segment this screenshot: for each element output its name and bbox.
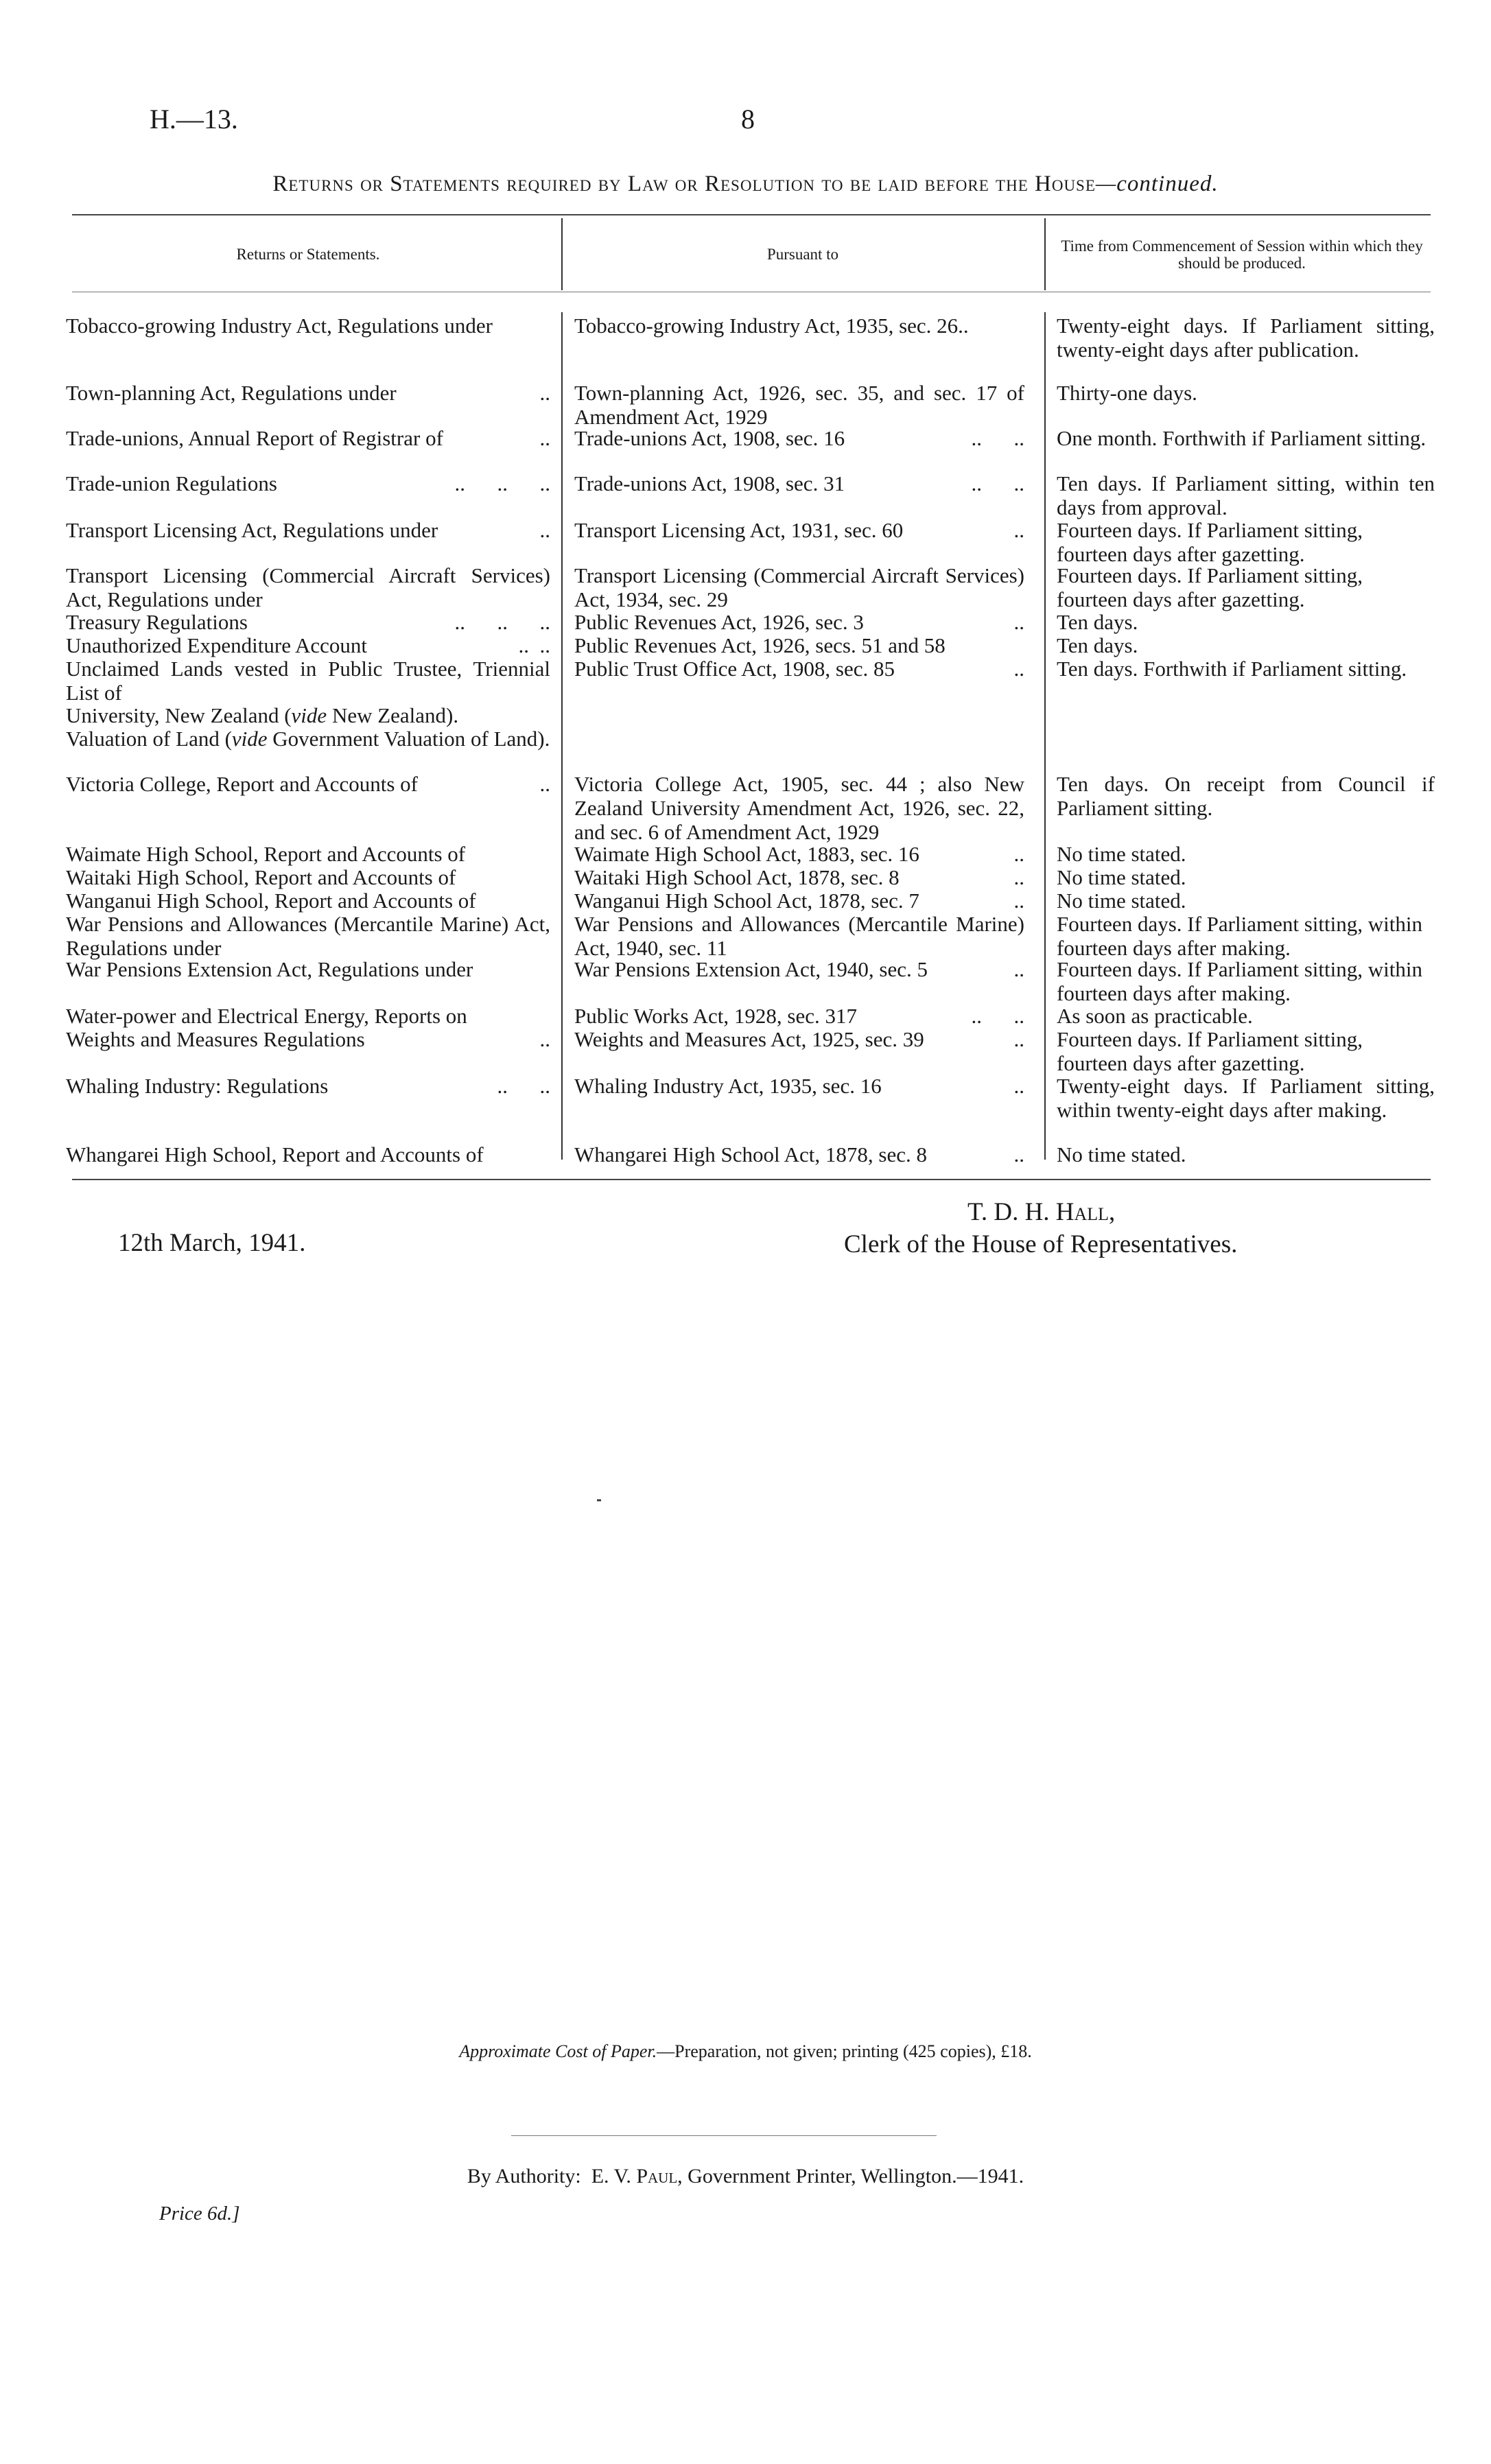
table-row-time: Thirty-one days. <box>1057 381 1197 405</box>
pursuant-text: Trade-unions Act, 1908, sec. 16 <box>574 426 845 450</box>
table-row-time: Fourteen days. If Parliament sitting, fourteen days after gazetting. <box>1057 518 1363 566</box>
table-row-pursuant <box>574 426 1024 450</box>
column-divider <box>561 312 563 1160</box>
signer-title: Clerk of the House of Representatives. <box>844 1230 1238 1258</box>
returns-text: New Zealand). <box>327 703 459 727</box>
table-row-time: Fourteen days. If Parliament sitting, within fourteen days after making. <box>1057 957 1422 1005</box>
stray-mark <box>597 1499 601 1501</box>
table-row-pursuant <box>574 1074 1024 1098</box>
leader-dots: .. <box>1013 610 1024 634</box>
leader-dots: .. .. .. <box>454 610 550 634</box>
table-row-returns <box>66 471 550 495</box>
pursuant-text: Wanganui High School Act, 1878, sec. 7 <box>574 889 919 913</box>
table-row-pursuant <box>574 1027 1024 1051</box>
returns-text: Treasury Regulations <box>66 610 248 634</box>
table-row-returns: War Pensions and Allowances (Mercantile Marine) Act, Regulations under <box>66 912 550 960</box>
leader-dots: .. <box>1013 865 1024 889</box>
table-row-returns: Tobacco-growing Industry Act, Regulations under <box>66 314 493 338</box>
column-header-returns: Returns or Statements. <box>236 246 380 263</box>
table-row-returns: Waitaki High School, Report and Accounts of <box>66 865 456 889</box>
table-row-pursuant <box>574 610 1024 634</box>
returns-text: Government Valuation of Land). <box>267 727 550 751</box>
table-row-returns <box>66 1074 550 1098</box>
table-row-time: No time stated. <box>1057 865 1186 889</box>
returns-text: Valuation of Land ( <box>66 727 232 751</box>
table-row-returns: Waimate High School, Report and Accounts of <box>66 842 466 866</box>
pursuant-text: Weights and Measures Act, 1925, sec. 39 <box>574 1027 924 1051</box>
table-row-time: No time stated. <box>1057 889 1186 913</box>
table-row-time: One month. Forthwith if Parliament sitting. <box>1057 426 1427 450</box>
leader-dots: .. <box>539 518 550 542</box>
pursuant-text: Trade-unions Act, 1908, sec. 31 <box>574 471 845 495</box>
table-row-returns <box>66 381 550 405</box>
table-row-pursuant <box>574 657 1024 681</box>
leader-dots: .. <box>539 426 550 450</box>
leader-dots: .. <box>1013 1142 1024 1166</box>
table-row-returns: Transport Licensing (Commercial Aircraft Services) Act, Regulations under <box>66 563 550 611</box>
table-row-time: Twenty-eight days. If Parliament sitting, within twenty-eight days after making. <box>1057 1074 1435 1122</box>
leader-dots: .. <box>539 381 550 405</box>
leader-dots: .. <box>1013 889 1024 913</box>
cost-note <box>0 2041 1491 2062</box>
footer-rule <box>511 2135 937 2136</box>
returns-text: Town-planning Act, Regulations under <box>66 381 397 405</box>
table-row-pursuant: Transport Licensing (Commercial Aircraft Services) Act, 1934, sec. 29 <box>574 563 1024 611</box>
table-row-time: Ten days. On receipt from Council if Parliament sitting. <box>1057 772 1435 820</box>
table-row-time: Ten days. <box>1057 633 1138 657</box>
table-row-time: Twenty-eight days. If Parliament sitting, twenty-eight days after publication. <box>1057 314 1435 362</box>
cost-text: —Preparation, not given; printing (425 copies), £18. <box>657 2041 1032 2061</box>
page-number: 8 <box>741 104 755 134</box>
page-title <box>0 172 1491 197</box>
table-row-pursuant: Victoria College Act, 1905, sec. 44 ; also New Zealand University Amendment Act, 1926, sec. 22, and sec. 6 of Amendment Act, 1929 <box>574 772 1024 844</box>
table-top-rule <box>72 214 1431 215</box>
authority-prefix: By Authority: <box>467 2165 581 2187</box>
table-row-returns <box>66 727 550 751</box>
table-row-pursuant <box>574 842 1024 866</box>
pursuant-text: Public Revenues Act, 1926, sec. 3 <box>574 610 864 634</box>
table-row-time: No time stated. <box>1057 842 1186 866</box>
leader-dots: .. .. <box>971 471 1024 495</box>
table-row-returns <box>66 703 550 727</box>
table-row-time: Ten days. Forthwith if Parliament sitting. <box>1057 657 1407 681</box>
table-row-returns <box>66 633 550 657</box>
signer-name: T. D. H. Hall, <box>967 1198 1116 1226</box>
leader-dots: .. .. <box>971 1004 1024 1028</box>
pursuant-text: Waimate High School Act, 1883, sec. 16 <box>574 842 919 866</box>
pursuant-text: War Pensions Extension Act, 1940, sec. 5 <box>574 957 928 981</box>
leader-dots: .. .. <box>518 633 550 657</box>
title-main: Returns or Statements required by Law or Resolution to be laid before the House <box>272 172 1096 196</box>
table-row-returns: Whangarei High School, Report and Accounts of <box>66 1142 484 1166</box>
table-row-time: Ten days. If Parliament sitting, within ten days from approval. <box>1057 471 1435 519</box>
leader-dots: .. <box>539 1027 550 1051</box>
leader-dots: .. .. <box>971 426 1024 450</box>
leader-dots: .. <box>1013 842 1024 866</box>
table-row-pursuant <box>574 314 1024 338</box>
pursuant-text: Public Works Act, 1928, sec. 317 <box>574 1004 857 1028</box>
returns-text: Victoria College, Report and Accounts of <box>66 772 418 796</box>
table-row-time: Fourteen days. If Parliament sitting, fourteen days after gazetting. <box>1057 1027 1363 1075</box>
table-row-time: Fourteen days. If Parliament sitting, fourteen days after gazetting. <box>1057 563 1363 611</box>
column-divider <box>1044 312 1046 1160</box>
returns-text: Trade-unions, Annual Report of Registrar of <box>66 426 443 450</box>
table-row-pursuant: War Pensions and Allowances (Mercantile Marine) Act, 1940, sec. 11 <box>574 912 1024 960</box>
leader-dots: .. <box>1013 657 1024 681</box>
table-row-pursuant <box>574 518 1024 542</box>
leader-dots: .. <box>1013 518 1024 542</box>
returns-text: Unauthorized Expenditure Account <box>66 633 368 657</box>
table-row-pursuant <box>574 865 1024 889</box>
returns-text: University, New Zealand ( <box>66 703 292 727</box>
header-divider <box>561 218 563 290</box>
cost-label: Approximate Cost of Paper. <box>459 2041 657 2061</box>
leader-dots: .. <box>1013 957 1024 981</box>
pursuant-text: Transport Licensing Act, 1931, sec. 60 <box>574 518 904 542</box>
table-row-time: Ten days. <box>1057 610 1138 634</box>
table-bottom-rule <box>72 1179 1431 1180</box>
table-row-pursuant <box>574 889 1024 913</box>
table-row-returns: Water-power and Electrical Energy, Reports on <box>66 1004 467 1028</box>
authority-suffix: Government Printer, Wellington.—1941. <box>688 2165 1024 2187</box>
signature-date: 12th March, 1941. <box>118 1229 306 1257</box>
table-row-pursuant <box>574 957 1024 981</box>
returns-text: Trade-union Regulations <box>66 471 277 495</box>
table-row-returns <box>66 610 550 634</box>
leader-dots: .. <box>1013 1074 1024 1098</box>
column-header-pursuant: Pursuant to <box>766 246 839 263</box>
leader-dots: .. <box>1013 1027 1024 1051</box>
page-reference: H.—13. <box>150 104 238 134</box>
table-row-pursuant: Public Revenues Act, 1926, secs. 51 and 58 <box>574 633 946 657</box>
printer-authority <box>0 2165 1491 2188</box>
vide-italic: vide <box>291 703 327 727</box>
table-row-time: No time stated. <box>1057 1142 1186 1166</box>
table-row-returns <box>66 518 550 542</box>
printer-name: E. V. Paul, <box>591 2165 683 2187</box>
table-row-returns: Wanganui High School, Report and Accounts of <box>66 889 476 913</box>
returns-text: Weights and Measures Regulations <box>66 1027 365 1051</box>
pursuant-text: Public Trust Office Act, 1908, sec. 85 <box>574 657 895 681</box>
table-row-returns: War Pensions Extension Act, Regulations under <box>66 957 473 981</box>
table-row-time: As soon as practicable. <box>1057 1004 1253 1028</box>
pursuant-text: Whaling Industry Act, 1935, sec. 16 <box>574 1074 882 1098</box>
table-row-pursuant <box>574 471 1024 495</box>
leader-dots: .. .. .. <box>454 471 550 495</box>
leader-dots: .. .. <box>497 1074 550 1098</box>
price-note: Price 6d.] <box>159 2203 240 2225</box>
pursuant-text: Waitaki High School Act, 1878, sec. 8 <box>574 865 900 889</box>
table-row-returns <box>66 426 550 450</box>
pursuant-text: Tobacco-growing Industry Act, 1935, sec. 26.. <box>574 314 969 338</box>
table-row-time: Fourteen days. If Parliament sitting, within fourteen days after making. <box>1057 912 1422 960</box>
pursuant-text: Whangarei High School Act, 1878, sec. 8 <box>574 1142 927 1166</box>
column-header-time: Time from Commencement of Session within which they should be produced. <box>1061 237 1423 272</box>
table-row-pursuant <box>574 1142 1024 1166</box>
header-divider <box>1044 218 1046 290</box>
table-row-pursuant <box>574 1004 1024 1028</box>
table-row-pursuant: Town-planning Act, 1926, sec. 35, and sec. 17 of Amendment Act, 1929 <box>574 381 1024 429</box>
table-row-returns <box>66 1027 550 1051</box>
title-suffix: —continued. <box>1095 172 1219 196</box>
table-row-returns <box>66 772 550 796</box>
table-row-returns: Unclaimed Lands vested in Public Trustee, Triennial List of <box>66 657 550 705</box>
returns-text: Transport Licensing Act, Regulations under <box>66 518 438 542</box>
returns-text: Whaling Industry: Regulations <box>66 1074 329 1098</box>
vide-italic: vide <box>231 727 268 751</box>
leader-dots: .. <box>539 772 550 796</box>
